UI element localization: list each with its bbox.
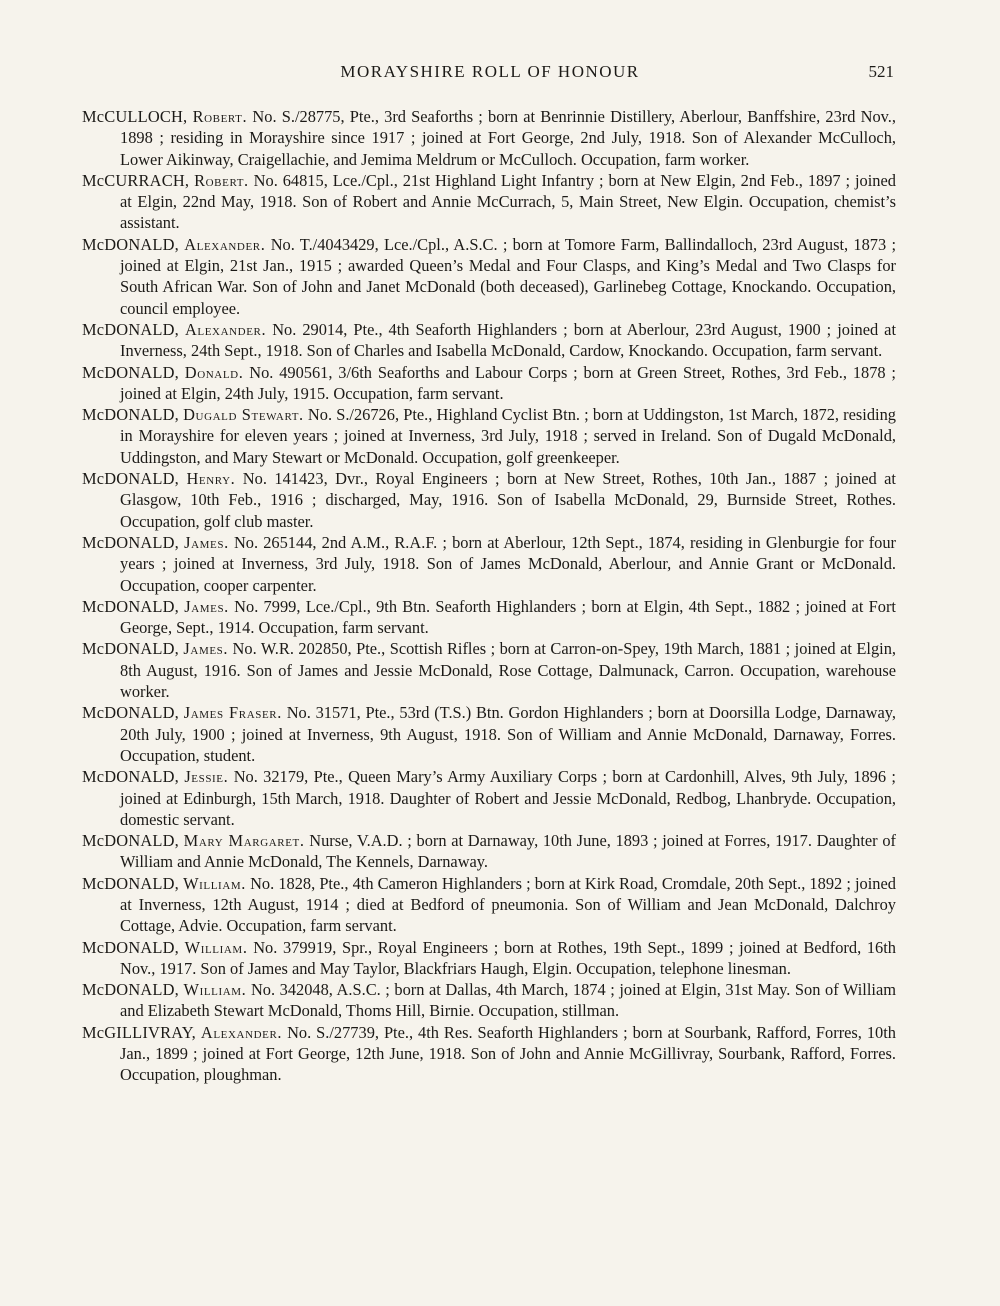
entry-surname: McDONALD, bbox=[82, 469, 179, 489]
entry-surname: McDONALD, bbox=[82, 831, 179, 851]
running-head bbox=[0, 62, 1000, 86]
entry-surname: McCURRACH, bbox=[82, 170, 190, 190]
entry-forenames: Donald. bbox=[184, 362, 244, 382]
entry-details: No. 64815, Lce./Cpl., 21st Highland Light Infantry ; born at New Elgin, 2nd Feb., 1897 ; joined at Elgin, 22nd May, 1918. Son of Robert and Annie McCurrach, 5, Main Street, New Elgin. Occupation, chemist’s assistant. bbox=[120, 170, 896, 233]
roll-entries bbox=[82, 106, 896, 1086]
entry-details: No. W.R. 202850, Pte., Scottish Rifles ; born at Carron-on-Spey, 19th March, 1881 ; joined at Elgin, 8th August, 1916. Son of James and Jessie McDonald, Rose Cottage, Dalmunack, Carron. Occupation, warehouse worker. bbox=[120, 639, 896, 702]
entry-details: No. S./28775, Pte., 3rd Seaforths ; born at Benrinnie Distillery, Aberlour, Banffshire, 23rd Nov., 1898 ; residing in Morayshire since 1917 ; joined at Fort George, 2nd July, 1918. Son of Alexander McCulloch, Lower Aikinway, Craigellachie, and Jemima Meldrum or McCulloch. Occupation, farm worker. bbox=[120, 107, 896, 169]
roll-entry bbox=[82, 596, 896, 639]
entry-details: No. 265144, 2nd A.M., R.A.F. ; born at Aberlour, 12th Sept., 1874, residing in Glenburgie for four years ; joined at Inverness, 3rd July, 1918. Son of James McDonald, Aberlour, and Annie Grant or McDonald. Occupation, cooper carpenter. bbox=[120, 532, 897, 595]
entry-forenames: William. bbox=[183, 873, 246, 893]
entry-forenames: Robert. bbox=[192, 107, 248, 126]
entry-surname: McDONALD, bbox=[82, 532, 179, 552]
entry-details: No. T./4043429, Lce./Cpl., A.S.C. ; born at Tomore Farm, Ballindalloch, 23rd August, 1873 ; joined at Elgin, 21st Jan., 1915 ; awarded Queen’s Medal and Four Clasps, and King’s Medal and Two Clasps for South African War. Son of John and Janet McDonald (both deceased), Garlinebeg Cottage, Knockando. Occupation, council employee. bbox=[120, 234, 896, 318]
entry-forenames: William. bbox=[183, 980, 247, 1000]
roll-entry bbox=[82, 319, 896, 362]
entry-surname: McDONALD, bbox=[82, 596, 179, 616]
entry-details: No. 490561, 3/6th Seaforths and Labour Corps ; born at Green Street, Rothes, 3rd Feb., 1878 ; joined at Elgin, 24th July, 1915. Occupation, farm servant. bbox=[120, 362, 896, 403]
entry-details: No. S./27739, Pte., 4th Res. Seaforth Highlanders ; born at Sourbank, Rafford, Forres, 10th Jan., 1899 ; joined at Fort George, 12th June, 1918. Son of John and Annie McGillivray, Sourbank, Rafford, Forres. Occupation, ploughman. bbox=[120, 1022, 896, 1085]
entry-surname: McDONALD, bbox=[82, 405, 179, 425]
entry-forenames: James Fraser. bbox=[183, 703, 282, 723]
roll-entry bbox=[82, 830, 896, 873]
roll-entry bbox=[82, 404, 896, 468]
entry-forenames: Alexander. bbox=[200, 1022, 283, 1042]
entry-details: Nurse, V.A.D. ; born at Darnaway, 10th June, 1893 ; joined at Forres, 1917. Daughter of William and Annie McDonald, The Kennels, Darnaway. bbox=[120, 831, 896, 872]
roll-entry bbox=[82, 234, 896, 319]
page-number: 521 bbox=[868, 62, 894, 81]
entry-forenames: Dugald Stewart. bbox=[183, 405, 304, 425]
roll-entry bbox=[82, 638, 896, 702]
entry-details: No. 29014, Pte., 4th Seaforth Highlanders ; born at Aberlour, 23rd August, 1900 ; joined at Inverness, 24th Sept., 1918. Son of Charles and Isabella McDonald, Cardow, Knockando. Occupation, farm servant. bbox=[120, 319, 897, 361]
roll-entry bbox=[82, 702, 896, 766]
entry-forenames: Robert. bbox=[194, 170, 249, 190]
entry-forenames: James. bbox=[184, 596, 229, 616]
entry-surname: McDONALD, bbox=[82, 937, 179, 957]
page-title: MORAYSHIRE ROLL OF HONOUR bbox=[340, 62, 640, 81]
entry-details: No. 1828, Pte., 4th Cameron Highlanders ; born at Kirk Road, Cromdale, 20th Sept., 1892 ; joined at Inverness, 12th August, 1914 ; died at Bedford of pneumonia. Son of William and Jean McDonald, Dalchroy Cottage, Advie. Occupation, farm servant. bbox=[120, 873, 896, 936]
entry-forenames: Alexander. bbox=[184, 319, 267, 339]
roll-entry bbox=[82, 766, 896, 830]
entry-details: No. 342048, A.S.C. ; born at Dallas, 4th March, 1874 ; joined at Elgin, 31st May. Son of William and Elizabeth Stewart McDonald, Thoms Hill, Birnie. Occupation, stillman. bbox=[120, 980, 896, 1021]
roll-entry bbox=[82, 937, 896, 980]
entry-forenames: Jessie. bbox=[184, 767, 229, 787]
entry-surname: McDONALD, bbox=[82, 319, 179, 339]
entry-surname: McGILLIVRAY, bbox=[82, 1022, 196, 1042]
entry-surname: McDONALD, bbox=[82, 703, 179, 723]
roll-entry bbox=[82, 979, 896, 1022]
entry-details: No. 7999, Lce./Cpl., 9th Btn. Seaforth Highlanders ; born at Elgin, 4th Sept., 1882 ; joined at Fort George, Sept., 1914. Occupation, farm servant. bbox=[120, 596, 896, 638]
roll-entry bbox=[82, 532, 896, 596]
roll-entry bbox=[82, 362, 896, 405]
roll-entry bbox=[82, 106, 896, 170]
entry-details: No. 32179, Pte., Queen Mary’s Army Auxiliary Corps ; born at Cardonhill, Alves, 9th July, 1896 ; joined at Edinburgh, 15th March, 1918. Daughter of Robert and Jessie McDonald, Redbog, Lhanbryde. Occupation, domestic servant. bbox=[120, 767, 896, 829]
entry-details: No. S./26726, Pte., Highland Cyclist Btn. ; born at Uddingston, 1st March, 1872, residing in Morayshire for eleven years ; joined at Inverness, 3rd July, 1918 ; served in Ireland. Son of Dugald McDonald, Uddingston, and Mary Stewart or McDonald. Occupation, golf greenkeeper. bbox=[120, 405, 896, 467]
entry-surname: McDONALD, bbox=[82, 767, 179, 787]
entry-surname: McDONALD, bbox=[82, 639, 179, 659]
entry-surname: McDONALD, bbox=[82, 362, 179, 382]
roll-entry bbox=[82, 1022, 896, 1086]
roll-entry bbox=[82, 873, 896, 937]
entry-forenames: James. bbox=[183, 639, 229, 659]
entry-forenames: James. bbox=[184, 532, 229, 552]
entry-surname: McDONALD, bbox=[82, 873, 179, 893]
entry-details: No. 31571, Pte., 53rd (T.S.) Btn. Gordon Highlanders ; born at Doorsilla Lodge, Darnaway, 20th July, 1900 ; joined at Inverness, 9th August, 1918. Son of William and Annie McDonald, Darnaway, Forres. Occupation, student. bbox=[120, 703, 896, 765]
entry-forenames: Mary Margaret. bbox=[183, 831, 305, 851]
entry-surname: McCULLOCH, bbox=[82, 107, 188, 126]
roll-entry bbox=[82, 170, 896, 234]
entry-details: No. 379919, Spr., Royal Engineers ; born at Rothes, 19th Sept., 1899 ; joined at Bedford, 16th Nov., 1917. Son of James and May Taylor, Blackfriars Haugh, Elgin. Occupation, telephone linesman. bbox=[120, 937, 896, 978]
entry-details: No. 141423, Dvr., Royal Engineers ; born at New Street, Rothes, 10th Jan., 1887 ; joined at Glasgow, 10th Feb., 1916 ; discharged, May, 1916. Son of Isabella McDonald, 29, Burnside Street, Rothes. Occupation, golf club master. bbox=[120, 469, 896, 531]
entry-surname: McDONALD, bbox=[82, 980, 179, 1000]
entry-forenames: Alexander. bbox=[184, 234, 266, 254]
entry-surname: McDONALD, bbox=[82, 234, 179, 254]
entry-forenames: Henry. bbox=[186, 469, 236, 489]
roll-entry bbox=[82, 468, 896, 532]
entry-forenames: William. bbox=[184, 937, 248, 957]
